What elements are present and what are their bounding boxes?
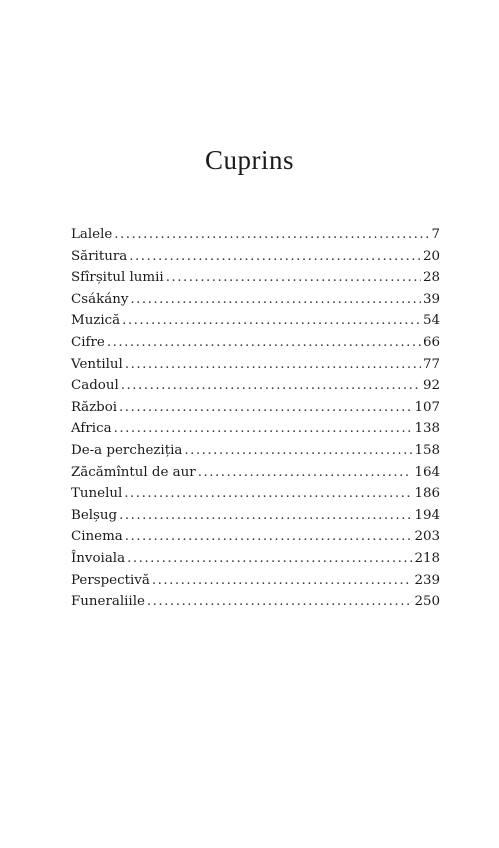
toc-entry-title: Csákány bbox=[71, 291, 129, 307]
dot-leader bbox=[184, 440, 412, 462]
dot-leader bbox=[129, 246, 421, 268]
dot-leader bbox=[147, 591, 413, 613]
toc-entry-title: Funeraliile bbox=[71, 594, 145, 610]
toc-entry-title: Cifre bbox=[71, 334, 105, 350]
toc-entry bbox=[71, 440, 440, 462]
table-of-contents bbox=[71, 224, 440, 613]
dot-leader bbox=[114, 418, 413, 440]
toc-entry bbox=[71, 310, 440, 332]
dot-leader bbox=[166, 267, 421, 289]
dot-leader bbox=[124, 483, 412, 505]
toc-entry-page-number: 186 bbox=[414, 486, 440, 502]
toc-entry bbox=[71, 483, 440, 505]
toc-entry-page-number: 250 bbox=[414, 594, 440, 610]
toc-entry-page-number: 77 bbox=[422, 356, 440, 372]
dot-leader bbox=[127, 548, 412, 570]
dot-leader bbox=[130, 289, 421, 311]
toc-entry bbox=[71, 267, 440, 289]
toc-entry bbox=[71, 462, 440, 484]
toc-entry bbox=[71, 354, 440, 376]
toc-entry-page-number: 7 bbox=[431, 227, 440, 242]
toc-entry-page-number: 54 bbox=[422, 313, 440, 329]
toc-entry-page-number: 92 bbox=[422, 378, 440, 394]
toc-entry bbox=[71, 418, 440, 440]
toc-entry-page-number: 28 bbox=[422, 270, 440, 286]
toc-entry-title: Perspectivă bbox=[71, 572, 150, 588]
toc-entry-title: Ventilul bbox=[71, 356, 123, 372]
dot-leader bbox=[119, 397, 412, 419]
toc-entry bbox=[71, 224, 440, 246]
toc-entry-title: Belșug bbox=[71, 507, 118, 523]
dot-leader bbox=[152, 570, 413, 592]
dot-leader bbox=[198, 462, 413, 484]
toc-entry-title: Cadoul bbox=[71, 378, 119, 394]
page-title: Cuprins bbox=[204, 145, 294, 175]
toc-entry-title: Zăcămîntul de aur bbox=[71, 464, 196, 480]
toc-entry bbox=[71, 548, 440, 570]
toc-entry-title: Tunelul bbox=[71, 486, 123, 502]
toc-entry-page-number: 20 bbox=[422, 248, 440, 264]
toc-entry-title: Învoiala bbox=[71, 550, 126, 566]
toc-entry bbox=[71, 591, 440, 613]
toc-entry bbox=[71, 570, 440, 592]
toc-entry-title: Lalele bbox=[71, 227, 113, 242]
toc-entry-title: De-a percheziția bbox=[71, 442, 183, 458]
dot-leader bbox=[125, 526, 413, 548]
toc-entry bbox=[71, 246, 440, 268]
toc-entry-page-number: 239 bbox=[414, 572, 440, 588]
dot-leader bbox=[121, 375, 421, 397]
toc-entry-page-number: 194 bbox=[414, 507, 440, 523]
toc-entry-page-number: 218 bbox=[414, 550, 440, 566]
dot-leader bbox=[125, 354, 421, 376]
toc-entry bbox=[71, 526, 440, 548]
dot-leader bbox=[119, 505, 412, 527]
toc-entry-title: Război bbox=[71, 399, 118, 415]
toc-entry bbox=[71, 289, 440, 311]
toc-entry-page-number: 66 bbox=[422, 334, 440, 350]
toc-entry-page-number: 107 bbox=[414, 399, 440, 415]
dot-leader bbox=[107, 332, 421, 354]
toc-entry-page-number: 138 bbox=[414, 421, 440, 437]
toc-entry-title: Muzică bbox=[71, 313, 121, 329]
toc-entry-page-number: 164 bbox=[414, 464, 440, 480]
toc-entry bbox=[71, 332, 440, 354]
toc-entry-page-number: 39 bbox=[422, 291, 440, 307]
toc-entry-title: Sfîrșitul lumii bbox=[71, 270, 164, 286]
toc-entry bbox=[71, 375, 440, 397]
toc-entry bbox=[71, 505, 440, 527]
dot-leader bbox=[122, 310, 421, 332]
dot-leader bbox=[114, 224, 429, 246]
toc-entry-page-number: 158 bbox=[414, 442, 440, 458]
toc-entry-page-number: 203 bbox=[414, 529, 440, 545]
toc-entry-title: Săritura bbox=[71, 248, 128, 264]
toc-entry bbox=[71, 397, 440, 419]
toc-entry-title: Africa bbox=[71, 421, 112, 437]
toc-entry-title: Cinema bbox=[71, 529, 123, 545]
